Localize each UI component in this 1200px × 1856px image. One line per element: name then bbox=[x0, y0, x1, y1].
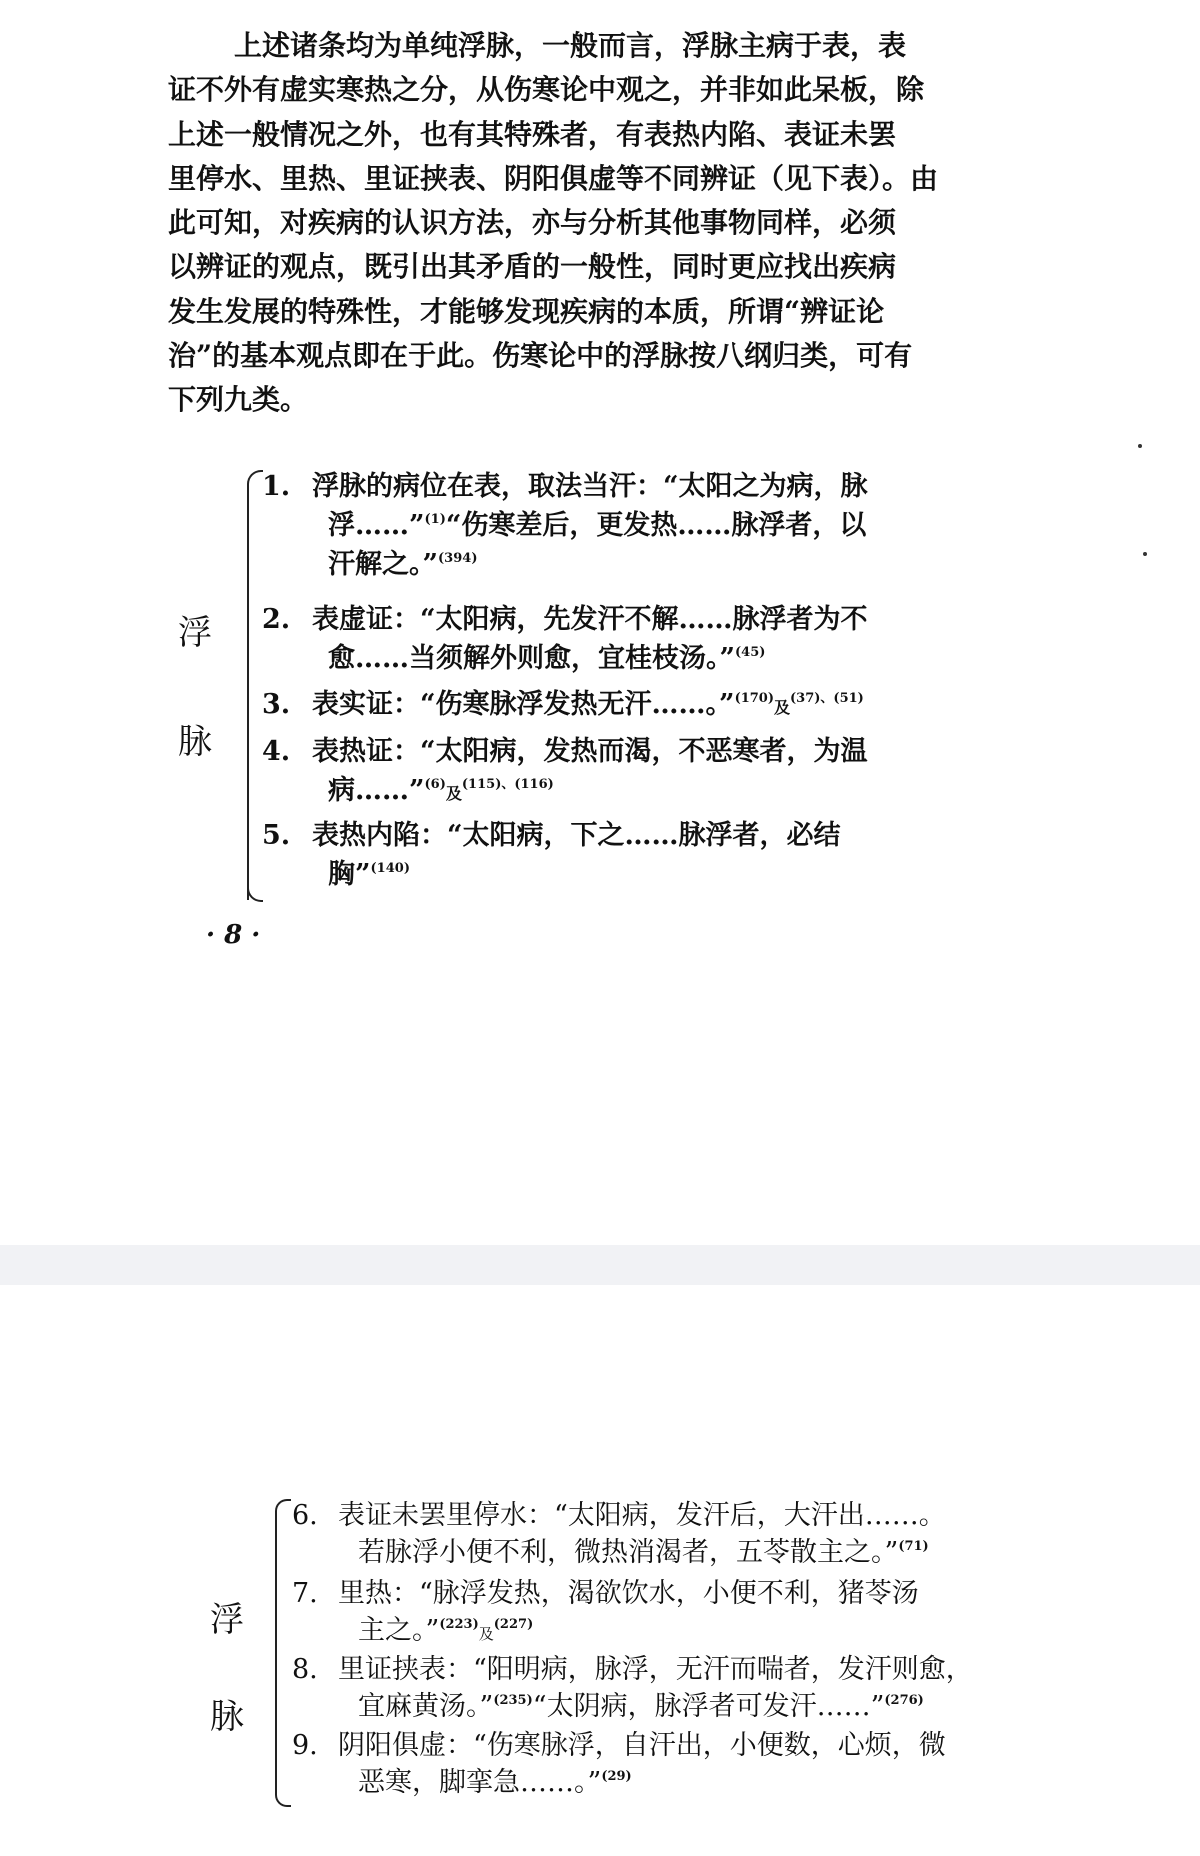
item-line: 宜麻黄汤。” bbox=[358, 1691, 494, 1722]
paragraph-line: 发生发展的特殊性，才能够发现疾病的本质，所谓“辨证论 bbox=[168, 294, 885, 328]
page-two bbox=[0, 1285, 1200, 1856]
list-item bbox=[292, 1651, 1052, 1725]
scan-speck bbox=[1143, 552, 1147, 556]
brace-line bbox=[247, 488, 249, 900]
list-item bbox=[262, 685, 1022, 727]
item-line: 浮……” bbox=[328, 510, 425, 541]
brace-label-mai: 脉 bbox=[178, 722, 212, 762]
paragraph-line: 里停水、里热、里证挟表、阴阳俱虚等不同辨证（见下表）。由 bbox=[168, 161, 939, 195]
scan-speck bbox=[1138, 444, 1142, 448]
reference-mark: (170) bbox=[734, 691, 775, 706]
list-item bbox=[262, 600, 1022, 678]
item-line: 表实证：“伤寒脉浮发热无汗……。” bbox=[312, 689, 735, 720]
item-line: 浮脉的病位在表，取法当汗：“太阳之为病，脉 bbox=[312, 471, 868, 502]
brace-line bbox=[275, 1515, 277, 1795]
brace-bottom bbox=[247, 880, 263, 902]
reference-mark: (37)、(51) bbox=[790, 691, 864, 706]
reference-joiner: 及 bbox=[445, 784, 462, 803]
item-number: 8. bbox=[292, 1654, 318, 1685]
item-number: 6. bbox=[292, 1500, 318, 1531]
reference-mark: (45) bbox=[735, 645, 766, 660]
item-line: 里证挟表：“阳明病，脉浮，无汗而喘者，发汗则愈， bbox=[338, 1654, 973, 1685]
item-line: 恶寒，脚挛急……。” bbox=[358, 1767, 602, 1798]
paragraph-line: 治”的基本观点即在于此。伤寒论中的浮脉按八纲归类，可有 bbox=[168, 339, 913, 373]
item-number: 3. bbox=[262, 689, 291, 720]
reference-mark: (394) bbox=[438, 551, 478, 566]
page-number: · 8 · bbox=[206, 920, 261, 950]
item-line: 表虚证：“太阳病，先发汗不解……脉浮者为不 bbox=[312, 604, 868, 635]
item-line: 主之。” bbox=[358, 1615, 440, 1646]
item-number: 7. bbox=[292, 1578, 318, 1609]
item-line: “太阴病，脉浮者可发汗……” bbox=[532, 1691, 885, 1722]
brace-top bbox=[247, 470, 263, 492]
brace-label-fu: 浮 bbox=[210, 1600, 244, 1640]
item-line: 若脉浮小便不利，微热消渴者，五苓散主之。” bbox=[358, 1537, 899, 1568]
reference-mark: (29) bbox=[601, 1769, 632, 1784]
item-number: 4. bbox=[262, 736, 291, 767]
paragraph-line: 下列九类。 bbox=[168, 383, 309, 417]
brace-label-mai: 脉 bbox=[210, 1697, 244, 1737]
item-line: 表热内陷：“太阳病，下之……脉浮者，必结 bbox=[312, 820, 841, 851]
paragraph-line: 上述诸条均为单纯浮脉，一般而言，浮脉主病于表，表 bbox=[234, 29, 907, 62]
reference-mark: (140) bbox=[370, 861, 410, 876]
item-line: 汗解之。” bbox=[328, 549, 439, 580]
list-item bbox=[292, 1497, 1052, 1571]
item-number: 2. bbox=[262, 604, 291, 635]
reference-mark: (115)、(116) bbox=[461, 777, 554, 792]
item-line: 病……” bbox=[328, 775, 425, 806]
item-number: 9. bbox=[292, 1730, 318, 1761]
list-item bbox=[262, 732, 1022, 813]
list-item bbox=[292, 1727, 1052, 1801]
item-line: 里热：“脉浮发热，渴欲饮水，小便不利，猪苓汤 bbox=[338, 1578, 919, 1609]
list-item bbox=[262, 816, 1022, 894]
reference-mark: (276) bbox=[884, 1693, 924, 1708]
list-item bbox=[292, 1575, 1052, 1653]
item-line: 表证未罢里停水：“太阳病，发汗后，大汗出……。 bbox=[338, 1500, 946, 1531]
item-line: 愈……当须解外则愈，宜桂枝汤。” bbox=[328, 643, 736, 674]
paragraph-line: 此可知，对疾病的认识方法，亦与分析其他事物同样，必须 bbox=[168, 206, 897, 240]
paragraph-line: 上述一般情况之外，也有其特殊者，有表热内陷、表证未罢 bbox=[168, 117, 897, 151]
reference-mark: (71) bbox=[898, 1539, 929, 1554]
page-separator bbox=[0, 1245, 1200, 1285]
item-number: 5. bbox=[262, 820, 291, 851]
reference-mark: (6) bbox=[424, 777, 446, 792]
brace-label-fu: 浮 bbox=[178, 613, 212, 653]
item-line: “伤寒差后，更发热……脉浮者，以 bbox=[445, 510, 867, 541]
item-number: 1. bbox=[262, 471, 291, 502]
paragraph-line: 证不外有虚实寒热之分，从伤寒论中观之，并非如此呆板，除 bbox=[168, 73, 925, 107]
reference-mark: (1) bbox=[424, 512, 446, 527]
item-line: 表热证：“太阳病，发热而渴，不恶寒者，为温 bbox=[312, 736, 868, 767]
list-item bbox=[262, 467, 1022, 584]
reference-mark: (235) bbox=[493, 1693, 533, 1708]
reference-joiner: 及 bbox=[774, 698, 791, 717]
paragraph-line: 以辨证的观点，既引出其矛盾的一般性，同时更应找出疾病 bbox=[168, 250, 897, 284]
item-line: 胸” bbox=[328, 859, 371, 890]
reference-mark: (223) bbox=[439, 1617, 479, 1632]
intro-paragraph bbox=[168, 24, 1008, 423]
reference-mark: (227) bbox=[493, 1617, 534, 1632]
brace-bottom bbox=[275, 1785, 291, 1807]
item-line: 阴阳俱虚：“伤寒脉浮，自汗出，小便数，心烦，微 bbox=[338, 1730, 946, 1761]
brace-top bbox=[275, 1499, 291, 1521]
reference-joiner: 及 bbox=[478, 1625, 494, 1643]
